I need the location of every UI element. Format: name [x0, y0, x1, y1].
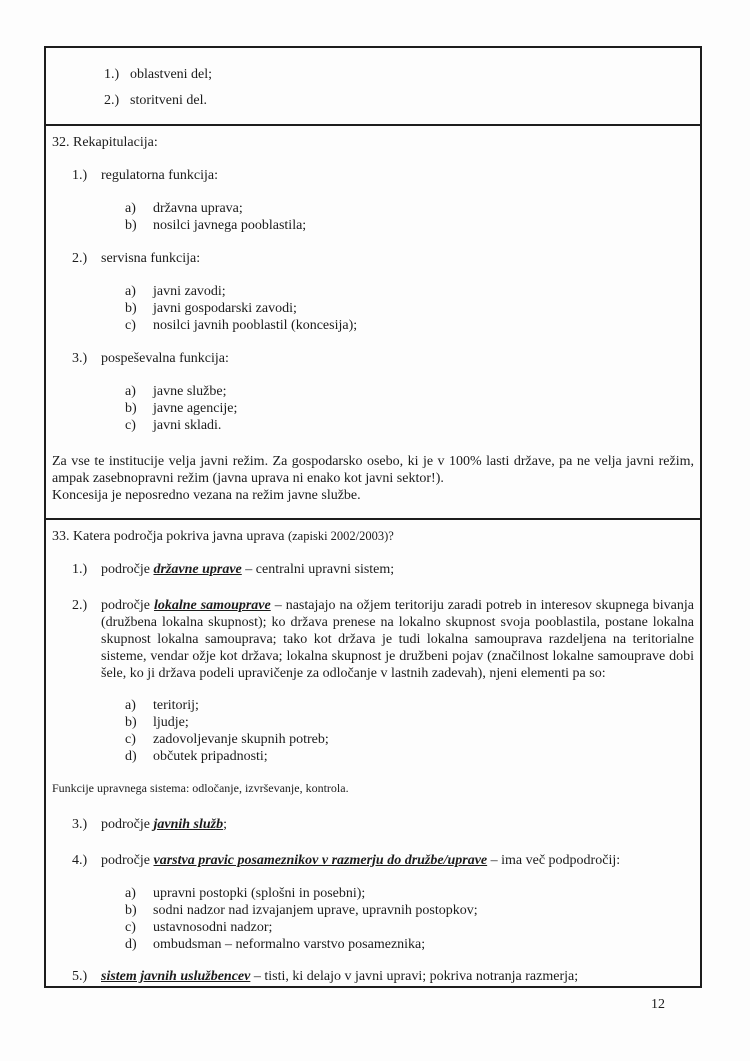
list-marker: d) — [125, 749, 137, 764]
sublist — [52, 885, 694, 953]
list-item — [125, 902, 694, 919]
question-33-heading-main: 33. Katera področja pokriva javna uprava — [52, 529, 288, 544]
list-item — [125, 748, 694, 765]
list-marker: a) — [125, 284, 136, 299]
paragraph: Za vse te institucije velja javni režim. Za gospodarsko osebo, ki je v 100% lasti države, pa ne velja javni režim, ampak zasebnopravni režim (javna uprava ni enako kot javni sektor!). — [52, 454, 694, 486]
sublist — [52, 283, 694, 334]
list-item-text: oblastveni del; — [130, 67, 213, 82]
list-item-text: sistem javnih uslužbencev – tisti, ki delajo v javni upravi; pokriva notranja razmerja; — [101, 969, 579, 984]
list-marker: a) — [125, 698, 136, 713]
list-marker: c) — [125, 732, 136, 747]
list-marker: 5.) — [72, 969, 88, 984]
list-item-text: področje državne uprave – centralni upravni sistem; — [101, 562, 395, 577]
list-item-text: ustavnosodni nadzor; — [153, 920, 273, 935]
list-item-text: javni skladi. — [153, 418, 222, 433]
list-item — [72, 250, 694, 267]
list-item — [125, 317, 694, 334]
list-marker: 4.) — [72, 853, 88, 868]
list-item — [125, 919, 694, 936]
list-item-text: ombudsman – neformalno varstvo posameznika; — [153, 937, 426, 952]
list-marker: b) — [125, 401, 137, 416]
question-32-heading: 32. Rekapitulacija: — [52, 135, 158, 150]
list-marker: c) — [125, 920, 136, 935]
section-question-32 — [46, 124, 700, 518]
list-item — [125, 936, 694, 953]
list-item-text: javne agencije; — [153, 401, 238, 416]
list-marker: 1.) — [72, 168, 88, 183]
list-item-text: storitveni del. — [130, 93, 207, 108]
list-marker: a) — [125, 201, 136, 216]
key-term: lokalne samouprave — [153, 598, 271, 613]
question-33-heading-paren: (zapiski 2002/2003)? — [287, 529, 394, 543]
list-marker: 3.) — [72, 817, 88, 832]
page-number: 12 — [651, 997, 665, 1012]
list-item-text: zadovoljevanje skupnih potreb; — [153, 732, 329, 747]
list-item — [72, 167, 694, 184]
list-item — [125, 697, 694, 714]
list-item — [104, 66, 694, 83]
section-previous-question-tail — [46, 48, 700, 124]
list-item-text: servisna funkcija: — [101, 251, 201, 266]
list-item — [72, 816, 694, 833]
list-item — [72, 852, 694, 869]
list-item-text: ljudje; — [153, 715, 189, 730]
section-question-33 — [46, 518, 700, 986]
sublist — [52, 697, 694, 765]
list-item-text: občutek pripadnosti; — [153, 749, 268, 764]
sublist — [52, 200, 694, 234]
sublist — [52, 383, 694, 434]
key-term: državne uprave — [153, 562, 242, 577]
list-item — [72, 597, 694, 682]
list-item — [125, 731, 694, 748]
list-marker: c) — [125, 418, 136, 433]
list-item-text: področje javnih služb; — [101, 817, 228, 832]
list-item-text: pospeševalna funkcija: — [101, 351, 229, 366]
list-item-text: področje lokalne samouprave – nastajajo na ožjem teritoriju zaradi potreb in interesov skupnega bivanja (družbena lokalna skupnost); ko država prenese na lokalno skupnost svoja pooblastila, postane lokalna skupnost lokalna samouprava; tako kot država je tudi lokalna samouprava razdeljena na teritorialne sisteme, vendar ožje kot država; lokalna skupnost je družbeni pojav (značilnost lokalne samouprave dobi šele, ko ji država podeli upravičenje za odločanje v lastnih zadevah), njeni elementi pa so: — [101, 598, 694, 681]
list-marker: 3.) — [72, 351, 88, 366]
key-term: sistem javnih uslužbencev — [101, 969, 251, 984]
list-item-text: teritorij; — [153, 698, 199, 713]
list-item-text: upravni postopki (splošni in posebni); — [153, 886, 366, 901]
list-marker: b) — [125, 903, 137, 918]
list-item — [125, 200, 694, 217]
list-item — [72, 561, 694, 578]
list-item — [72, 968, 694, 985]
list-marker: a) — [125, 384, 136, 399]
list-marker: 2.) — [104, 93, 120, 108]
list-marker: b) — [125, 301, 137, 316]
list-marker: d) — [125, 937, 137, 952]
list-item — [125, 300, 694, 317]
question-33-heading — [52, 528, 694, 545]
list-marker: b) — [125, 715, 137, 730]
list-item-text: nosilci javnih pooblastil (koncesija); — [153, 318, 358, 333]
key-term: varstva pravic posameznikov v razmerju do družbe/uprave — [153, 853, 488, 868]
list-marker: b) — [125, 218, 137, 233]
list-marker: a) — [125, 886, 136, 901]
list-item-text: regulatorna funkcija: — [101, 168, 219, 183]
list-item-text: nosilci javnega pooblastila; — [153, 218, 307, 233]
list-item — [72, 350, 694, 367]
list-item — [125, 400, 694, 417]
list-marker: 2.) — [72, 598, 88, 613]
list-item — [125, 417, 694, 434]
list-item — [104, 92, 694, 109]
list-item — [125, 217, 694, 234]
questions-table — [44, 46, 702, 988]
list-item — [125, 714, 694, 731]
list-marker: 1.) — [72, 562, 88, 577]
list-item-text: sodni nadzor nad izvajanjem uprave, upravnih postopkov; — [153, 903, 478, 918]
list-marker: c) — [125, 318, 136, 333]
list-item — [125, 885, 694, 902]
list-item-text: javni zavodi; — [153, 284, 226, 299]
list-item-text: javni gospodarski zavodi; — [153, 301, 297, 316]
list-item — [125, 283, 694, 300]
paragraph: Koncesija je neposredno vezana na režim javne službe. — [52, 488, 361, 503]
list-marker: 1.) — [104, 67, 120, 82]
list-marker: 2.) — [72, 251, 88, 266]
list-item — [125, 383, 694, 400]
list-item-text: državna uprava; — [153, 201, 243, 216]
list-item-text: področje varstva pravic posameznikov v razmerju do družbe/uprave – ima več podpodročij: — [101, 853, 621, 868]
list-item-text: javne službe; — [153, 384, 227, 399]
note-line: Funkcije upravnega sistema: odločanje, izvrševanje, kontrola. — [52, 781, 349, 795]
key-term: javnih služb — [153, 817, 224, 832]
